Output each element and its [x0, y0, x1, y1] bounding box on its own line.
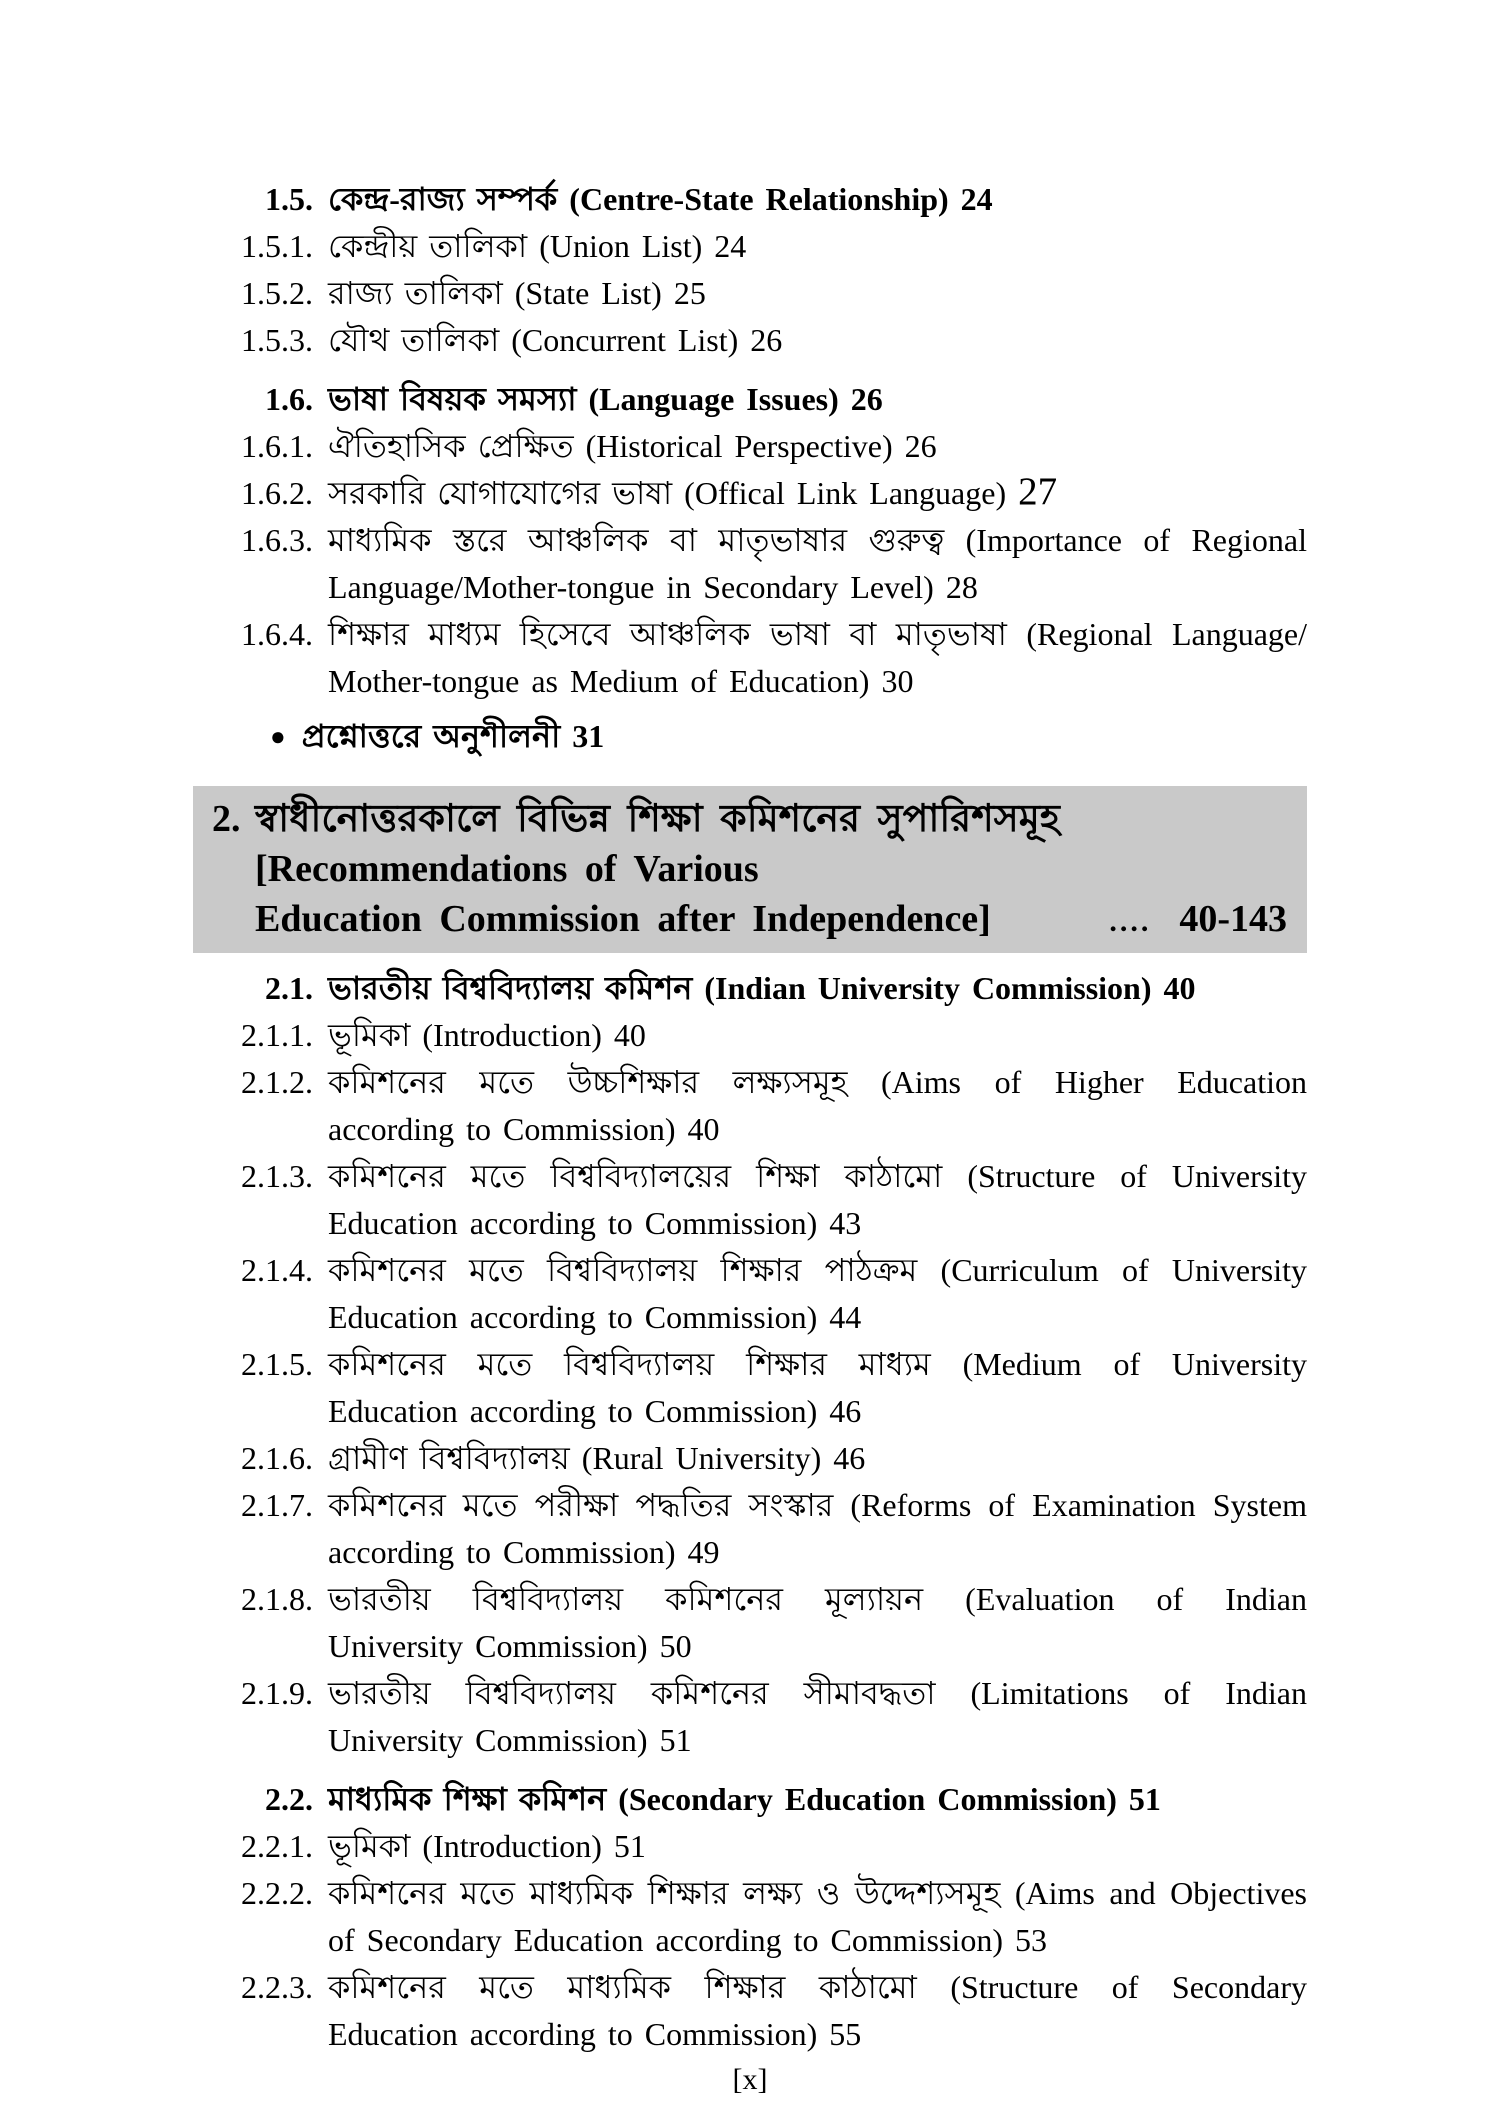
chapter-title-line	[193, 794, 1307, 844]
toc-entry	[143, 1964, 1307, 2058]
chapter-2-heading	[193, 786, 1307, 953]
entry-line-2: according to Commission) 49	[328, 1534, 720, 1570]
entry-number: 2.1.9.	[241, 1675, 313, 1711]
toc-entry	[143, 317, 1307, 364]
entry-number: 1.5.1.	[241, 228, 313, 264]
entry-number: 1.6.2.	[241, 475, 313, 511]
entry-line-1: ভারতীয় বিশ্ববিদ্যালয় কমিশনের সীমাবদ্ধতা (Limitations of Indian	[328, 1675, 1307, 1711]
entry-line-2: University Commission) 51	[328, 1722, 692, 1758]
entry-number: 2.1.	[265, 970, 313, 1006]
entry-number: 1.6.	[265, 381, 313, 417]
toc-entry	[143, 965, 1307, 1012]
toc-entry	[143, 1012, 1307, 1059]
leader-dots: ....	[1109, 905, 1152, 938]
entry-line-1: কমিশনের মতে মাধ্যমিক শিক্ষার লক্ষ্য ও উদ্দেশ্যসমূহ (Aims and Objectives	[328, 1875, 1307, 1911]
entry-line-1: কেন্দ্র-রাজ্য সম্পর্ক (Centre-State Relationship) 24	[328, 181, 993, 217]
entry-number: 1.6.1.	[241, 428, 313, 464]
toc-entry	[143, 1059, 1307, 1153]
toc-entry	[143, 1435, 1307, 1482]
entry-number: 2.1.7.	[241, 1487, 313, 1523]
entry-line-2: Language/Mother-tongue in Secondary Level) 28	[328, 569, 978, 605]
entry-line-1: ভূমিকা (Introduction) 40	[328, 1017, 646, 1053]
entry-number: 2.2.	[265, 1781, 313, 1817]
entry-number: 2.1.6.	[241, 1440, 313, 1476]
entry-body	[328, 1153, 1307, 1247]
entry-body	[328, 611, 1307, 705]
entry-body	[328, 223, 1307, 270]
entry-line-1: ভারতীয় বিশ্ববিদ্যালয় কমিশনের মূল্যায়ন (Evaluation of Indian	[328, 1581, 1307, 1617]
toc-entry	[143, 517, 1307, 611]
chapter-page-range: 40-143	[1179, 898, 1287, 940]
toc-entry	[143, 470, 1307, 517]
entry-line-2: Education according to Commission) 55	[328, 2016, 862, 2052]
entry-number: 1.6.4.	[241, 616, 313, 652]
entry-body	[328, 1964, 1307, 2058]
page-number-footer: [x]	[732, 2063, 768, 2096]
toc-entry	[143, 270, 1307, 317]
toc-entry	[143, 1247, 1307, 1341]
toc-entry	[143, 1870, 1307, 1964]
entry-body	[328, 1059, 1307, 1153]
entry-body	[328, 1776, 1307, 1823]
entry-number: 1.5.2.	[241, 275, 313, 311]
entry-line-2: Education according to Commission) 43	[328, 1205, 862, 1241]
entry-body	[328, 1482, 1307, 1576]
chapter-subtitle-line1: [Recommendations of Various	[255, 848, 759, 890]
entry-body	[328, 1870, 1307, 1964]
entry-number: 2.1.4.	[241, 1252, 313, 1288]
entry-line-1: মাধ্যমিক স্তরে আঞ্চলিক বা মাতৃভাষার গুরুত্ব (Importance of Regional	[328, 522, 1307, 558]
entry-body	[328, 1576, 1307, 1670]
entry-body	[328, 517, 1307, 611]
entry-line-2: Education according to Commission) 46	[328, 1393, 862, 1429]
toc-entry	[143, 1576, 1307, 1670]
entry-body	[328, 1012, 1307, 1059]
toc-entry	[143, 423, 1307, 470]
toc-entry	[143, 1823, 1307, 1870]
toc-entry	[143, 1776, 1307, 1823]
toc-bullet-item	[143, 713, 1307, 760]
entry-line-2: of Secondary Education according to Commission) 53	[328, 1922, 1047, 1958]
entry-line-1: শিক্ষার মাধ্যম হিসেবে আঞ্চলিক ভাষা বা মাতৃভাষা (Regional Language/	[328, 616, 1307, 652]
entry-number: 2.1.8.	[241, 1581, 313, 1617]
entry-body	[328, 376, 1307, 423]
toc-entry	[143, 1670, 1307, 1764]
toc-entry	[143, 376, 1307, 423]
entry-number: 1.5.	[265, 181, 313, 217]
toc-entry	[143, 176, 1307, 223]
chapter-subtitle-line2-row	[193, 894, 1307, 947]
toc-entry	[143, 1482, 1307, 1576]
entry-line-1: ভূমিকা (Introduction) 51	[328, 1828, 646, 1864]
entry-line-1: যৌথ তালিকা (Concurrent List) 26	[328, 322, 783, 358]
entry-line-1: ঐতিহাসিক প্রেক্ষিত (Historical Perspective) 26	[328, 428, 937, 464]
entry-line-1: কেন্দ্রীয় তালিকা (Union List) 24	[328, 228, 747, 264]
entry-body	[328, 1823, 1307, 1870]
entry-number: 2.1.3.	[241, 1158, 313, 1194]
entry-body	[328, 1341, 1307, 1435]
entry-body	[328, 470, 1307, 517]
entry-number: 2.1.2.	[241, 1064, 313, 1100]
chapter-title-bengali: স্বাধীনোত্তরকালে বিভিন্ন শিক্ষা কমিশনের সুপারিশসমূহ	[255, 798, 1060, 840]
toc-entry	[143, 223, 1307, 270]
entry-line-1: ভাষা বিষয়ক সমস্যা (Language Issues) 26	[328, 381, 883, 417]
entry-number: 2.1.5.	[241, 1346, 313, 1382]
toc-entry	[143, 1153, 1307, 1247]
entry-text: প্রশ্নোত্তরে অনুশীলনী 31	[301, 718, 605, 754]
toc-entry	[143, 1341, 1307, 1435]
entry-page-number-large: 27	[1018, 470, 1058, 513]
entry-number: 2.2.2.	[241, 1875, 313, 1911]
entry-number: 2.1.1.	[241, 1017, 313, 1053]
entry-body	[328, 317, 1307, 364]
entry-line-1: কমিশনের মতে বিশ্ববিদ্যালয় শিক্ষার পাঠক্রম (Curriculum of University	[328, 1252, 1307, 1288]
entry-line-1: রাজ্য তালিকা (State List) 25	[328, 275, 706, 311]
entry-body	[328, 270, 1307, 317]
entry-line-1: সরকারি যোগাযোগের ভাষা (Offical Link Language) 27	[328, 470, 1058, 513]
entry-line-2: University Commission) 50	[328, 1628, 692, 1664]
entry-body	[328, 176, 1307, 223]
toc-list-bottom	[143, 965, 1307, 2058]
entry-line-1: গ্রামীণ বিশ্ববিদ্যালয় (Rural University) 46	[328, 1440, 866, 1476]
bullet-icon: ●	[270, 722, 286, 751]
entry-body	[328, 965, 1307, 1012]
entry-line-1: ভারতীয় বিশ্ববিদ্যালয় কমিশন (Indian University Commission) 40	[328, 970, 1196, 1006]
entry-line-1: কমিশনের মতে মাধ্যমিক শিক্ষার কাঠামো (Structure of Secondary	[328, 1969, 1307, 2005]
entry-body	[328, 1670, 1307, 1764]
entry-number: 1.6.3.	[241, 522, 313, 558]
entry-line-1: কমিশনের মতে উচ্চশিক্ষার লক্ষ্যসমূহ (Aims of Higher Education	[328, 1064, 1307, 1100]
entry-body	[328, 423, 1307, 470]
entry-line-2: according to Commission) 40	[328, 1111, 720, 1147]
entry-line-1: মাধ্যমিক শিক্ষা কমিশন (Secondary Education Commission) 51	[328, 1781, 1161, 1817]
entry-line-1: কমিশনের মতে বিশ্ববিদ্যালয়ের শিক্ষা কাঠামো (Structure of University	[328, 1158, 1307, 1194]
entry-line-2: Mother-tongue as Medium of Education) 30	[328, 663, 914, 699]
chapter-number: 2.	[212, 798, 241, 840]
entry-body	[328, 1247, 1307, 1341]
entry-number: 2.2.3.	[241, 1969, 313, 2005]
toc-entry	[143, 611, 1307, 705]
chapter-subtitle-line2: Education Commission after Independence]	[255, 898, 991, 940]
entry-line-2: Education according to Commission) 44	[328, 1299, 862, 1335]
entry-number: 2.2.1.	[241, 1828, 313, 1864]
entry-number: 1.5.3.	[241, 322, 313, 358]
toc-list-top	[143, 176, 1307, 760]
entry-body	[328, 1435, 1307, 1482]
entry-line-1: কমিশনের মতে বিশ্ববিদ্যালয় শিক্ষার মাধ্যম (Medium of University	[328, 1346, 1307, 1382]
entry-line-1: কমিশনের মতে পরীক্ষা পদ্ধতির সংস্কার (Reforms of Examination System	[328, 1487, 1307, 1523]
